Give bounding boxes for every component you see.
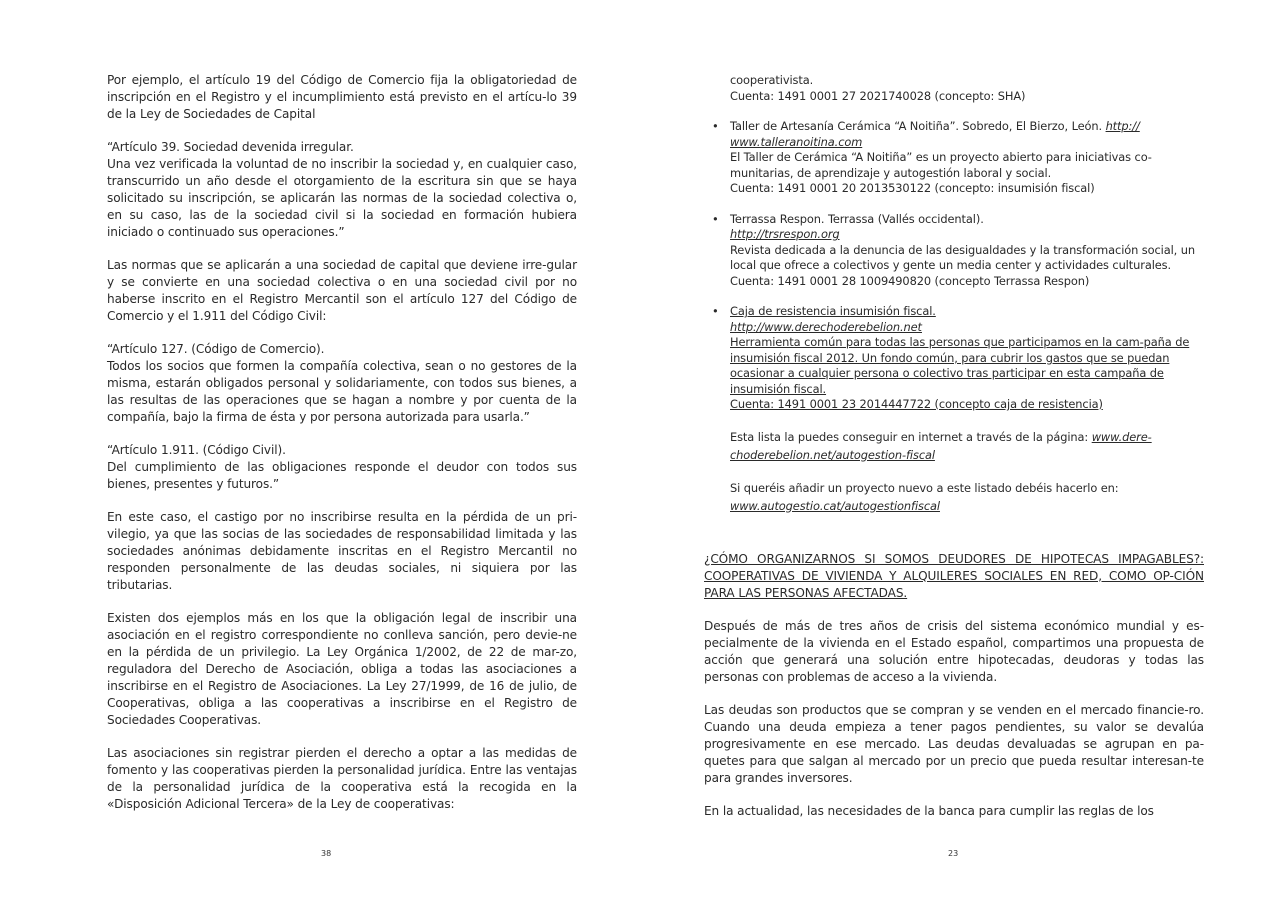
page-number: 23 (948, 849, 959, 858)
note-link[interactable]: www.dere-choderebelion.net/autogestion-fiscal (730, 429, 1152, 462)
note-link[interactable]: www.autogestio.cat/autogestionfiscal (730, 498, 940, 513)
section-heading: ¿CÓMO ORGANIZARNOS SI SOMOS DEUDORES DE HIPOTECAS IMPAGABLES?: COOPERATIVAS DE VIVIENDA Y ALQUILERES SOCIALES EN RED, COMO OP-CIÓN PARA LAS PERSONAS AFECTADAS. (704, 551, 1204, 600)
page-number: 38 (321, 849, 332, 858)
quote-article-1911: “Artículo 1.911. (Código Civil). Del cumplimiento de las obligaciones responde el deudor con todos sus bienes, presentes y futuros.” (107, 443, 577, 491)
bullet-icon: • (712, 304, 719, 318)
list-item (704, 119, 1204, 197)
right-text-column (704, 73, 1204, 836)
intro-line: cooperativista. (730, 73, 814, 87)
item-link[interactable]: http://trsrespon.org (730, 227, 840, 241)
item-description: Herramienta común para todas las personas que participamos en la cam-paña de insumisión fiscal 2012. Un fondo común, para cubrir los gastos que se puedan ocasionar a cualquier persona o colectivo tras participar en esta campaña de insumisión fiscal. (730, 335, 1190, 396)
item-link[interactable]: http://www.derechoderebelion.net (730, 319, 922, 334)
quote-article-127: “Artículo 127. (Código de Comercio). Todos los socios que formen la compañía colectiva, sean o no gestores de la misma, estarán obligados personal y solidariamente, con todos sus bienes, a las resultas de las operaciones que se hagan a nombre y por cuenta de la compañía, bajo la firma de ésta y por persona autorizada para usarla.” (107, 342, 577, 424)
paragraph: Por ejemplo, el artículo 19 del Código de Comercio fija la obligatoriedad de inscripción en el Registro y el incumplimiento está previsto en el artícu-lo 39 de la Ley de Sociedades de Capital (107, 73, 577, 121)
item-description: El Taller de Cerámica “A Noitiña” es un proyecto abierto para iniciativas co-munitarias, de aprendizaje y autogestión laboral y social. (730, 150, 1152, 180)
paragraph: Las normas que se aplicarán a una sociedad de capital que deviene irre-gular y se convierte en una sociedad colectiva o en una sociedad civil por no haberse inscrito en el Registro Mercantil son el artículo 127 del Código de Comercio y el 1.911 del Código Civil: (107, 258, 577, 323)
item-account: Cuenta: 1491 0001 28 1009490820 (concepto Terrassa Respon) (730, 273, 1090, 288)
paragraph: Existen dos ejemplos más en los que la obligación legal de inscribir una asociación en el registro correspondiente no conlleva sanción, pero devie-ne en la pérdida de un privilegio. La Ley Orgánica 1/2002, de 22 de mar-zo, reguladora del Derecho de Asociación, obliga a todas las asociaciones a inscribirse en el Registro de Asociaciones. La Ley 27/1999, de 16 de julio, de Cooperativas, obliga a las cooperativas a inscribirse en el Registro de Sociedades Cooperativas. (107, 611, 577, 727)
bullet-icon: • (712, 211, 719, 226)
paragraph: Las deudas son productos que se compran y se venden en el mercado financie-ro. Cuando una deuda empieza a tener pagos pendientes, su valor se devalúa progresivamente en ese mercado. Las deudas devaluadas se agrupan en pa-quetes para que salgan al mercado por un precio que pueda resultar interesan-te para grandes inversores. (704, 702, 1204, 785)
item-account: Cuenta: 1491 0001 20 2013530122 (concepto: insumisión fiscal) (730, 181, 1095, 195)
item-link[interactable]: www.talleranoitina.com (730, 134, 863, 149)
paragraph: Después de más de tres años de crisis del sistema económico mundial y es-pecialmente de la vivienda en el Estado español, compartimos una propuesta de acción que generará una solución entre hipotecadas, deudoras y todas las personas con problemas de acceso a la vivienda. (704, 618, 1204, 684)
item-description: Revista dedicada a la denuncia de las desigualdades y la transformación social, un local que ofrece a colectivos y gente un media center y actividades culturales. (730, 242, 1195, 272)
intro-continuation (704, 73, 1204, 104)
intro-account: Cuenta: 1491 0001 27 2021740028 (concepto: SHA) (730, 88, 1026, 103)
left-text-column (107, 72, 577, 829)
paragraph: En este caso, el castigo por no inscribirse resulta en la pérdida de un pri-vilegio, ya que las socias de las sociedades de responsabilidad limitada y las sociedades anónimas debidamente inscritas en el Registro Mercantil no responden personalmente de las deudas sociales, ni siquiera por las tributarias. (107, 510, 577, 592)
note-text: Esta lista la puedes conseguir en internet a través de la página: (730, 429, 1092, 444)
list-item (704, 304, 1204, 413)
bullet-icon: • (712, 119, 719, 133)
paragraph: En la actualidad, las necesidades de la banca para cumplir las reglas de los (704, 803, 1154, 818)
item-title: Taller de Artesanía Cerámica “A Noitiña”. Sobredo, El Bierzo, León. (730, 119, 1106, 133)
list-item (704, 212, 1204, 290)
item-account: Cuenta: 1491 0001 23 2014447722 (concepto caja de resistencia) (730, 397, 1103, 411)
note-add-project (704, 479, 1204, 515)
item-title: Terrassa Respon. Terrassa (Vallés occidental). (730, 211, 984, 226)
note-list-source (704, 428, 1204, 464)
note-text: Si queréis añadir un proyecto nuevo a este listado debéis hacerlo en: (730, 480, 1119, 495)
item-link[interactable]: http:// (1105, 119, 1140, 133)
quote-article-39: “Artículo 39. Sociedad devenida irregular. Una vez verificada la voluntad de no inscribir la sociedad y, en cualquier caso, transcurrido un año desde el otorgamiento de la escritura sin que se haya solicitado su inscripción, se aplicarán las normas de la sociedad colectiva o, en su caso, las de la sociedad civil si la sociedad en formación hubiera iniciado o continuado sus operaciones.” (107, 140, 577, 239)
paragraph: Las asociaciones sin registrar pierden el derecho a optar a las medidas de fomento y las cooperativas pierden la personalidad jurídica. Entre las ventajas de la personalidad jurídica de la cooperativa está la recogida en la «Disposición Adicional Tercera» de la Ley de cooperativas: (107, 746, 577, 811)
item-title: Caja de resistencia insumisión fiscal. (730, 304, 936, 318)
